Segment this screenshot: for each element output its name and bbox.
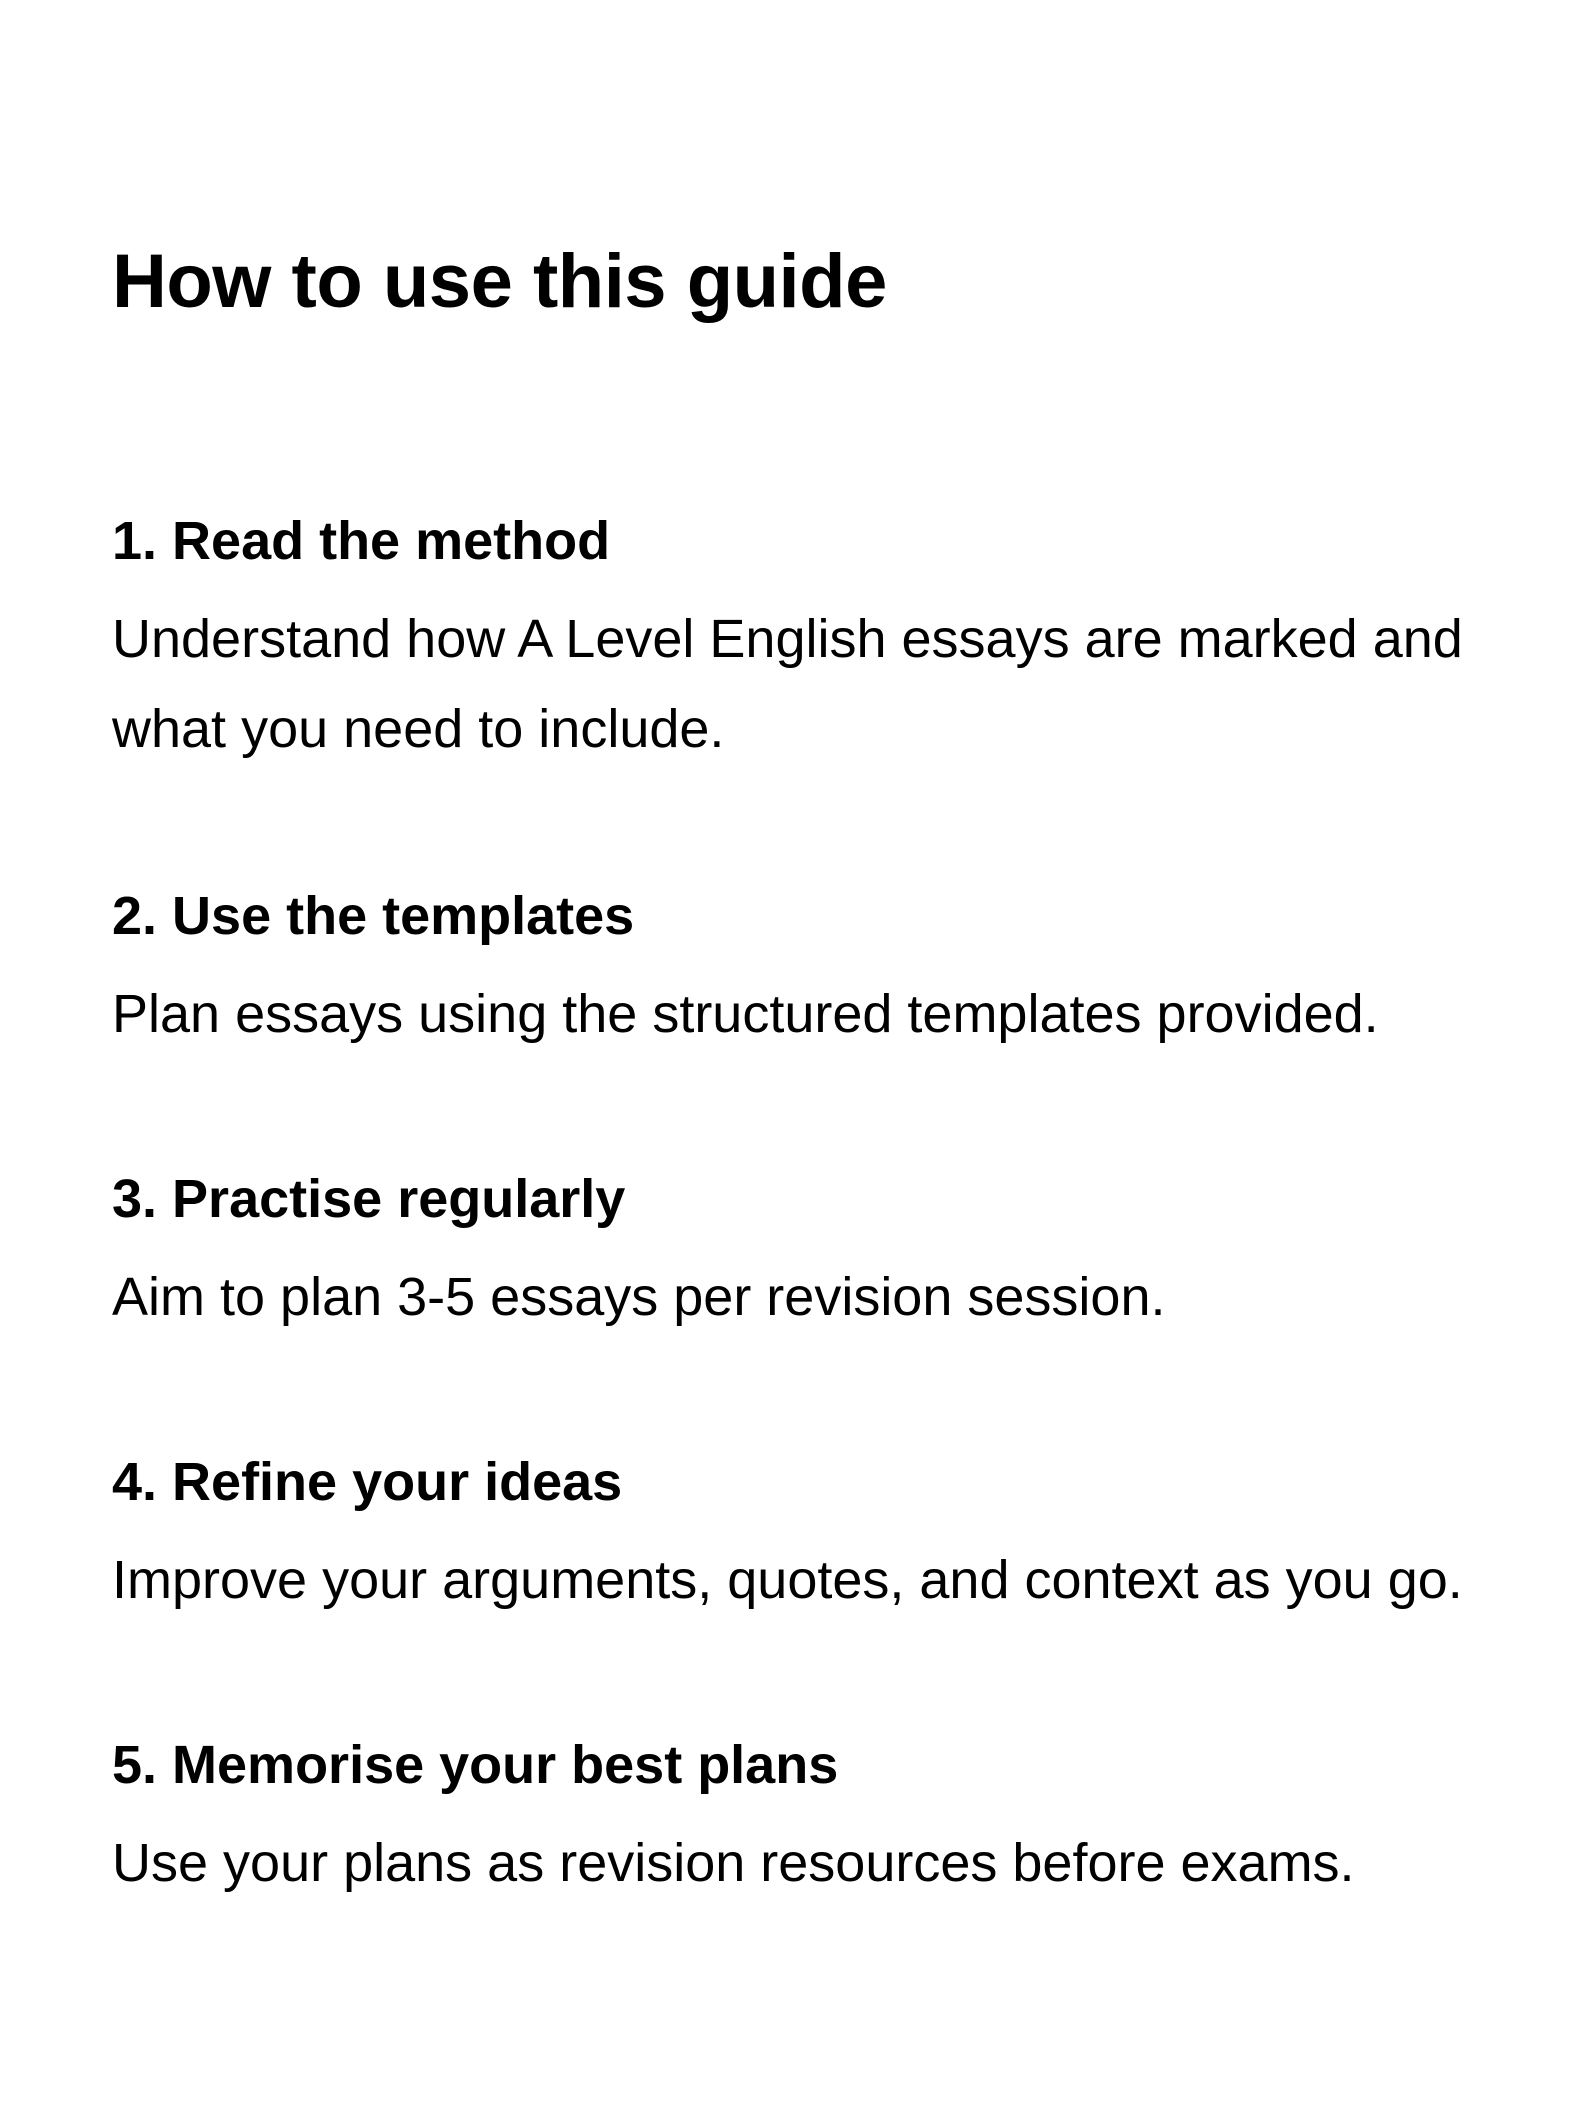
step-description: Aim to plan 3-5 essays per revision session. bbox=[112, 1267, 1166, 1327]
step-use-templates bbox=[112, 883, 1532, 1059]
step-description: Use your plans as revision resources before exams. bbox=[112, 1833, 1355, 1893]
step-heading: 5. Memorise your best plans bbox=[112, 1735, 839, 1795]
step-heading: 2. Use the templates bbox=[112, 886, 635, 946]
step-memorise-plans bbox=[112, 1732, 1532, 1908]
step-description: Understand how A Level English essays are marked and what you need to include. bbox=[112, 609, 1463, 759]
step-heading: 1. Read the method bbox=[112, 511, 611, 571]
page-title: How to use this guide bbox=[112, 239, 887, 324]
step-refine-ideas bbox=[112, 1449, 1532, 1625]
step-practise-regularly bbox=[112, 1166, 1532, 1342]
step-description: Improve your arguments, quotes, and context as you go. bbox=[112, 1550, 1463, 1610]
step-heading: 3. Practise regularly bbox=[112, 1169, 626, 1229]
step-description: Plan essays using the structured templates provided. bbox=[112, 984, 1379, 1044]
step-read-method bbox=[112, 508, 1532, 774]
step-heading: 4. Refine your ideas bbox=[112, 1452, 623, 1512]
